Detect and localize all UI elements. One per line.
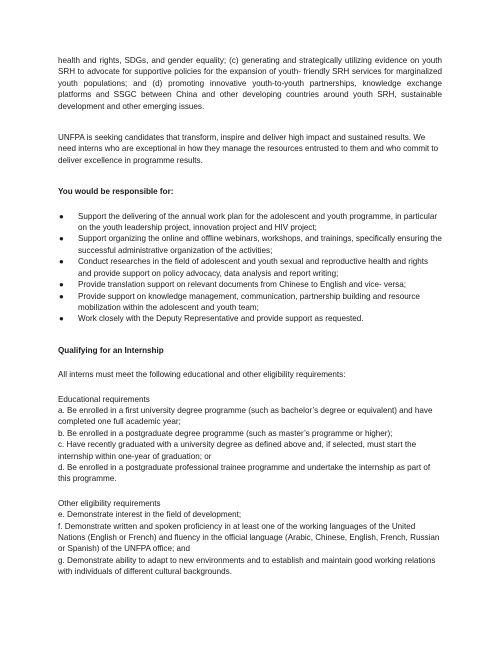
requirement-item: a. Be enrolled in a first university degree programme (such as bachelor’s degree or equivalent) and have completed one full academic year; [58,405,433,427]
requirement-item: c. Have recently graduated with a university degree as defined above and, if selected, must start the internship within one-year of graduation; or [58,440,417,461]
educational-requirements-title: Educational requirements [58,394,150,404]
requirement-item: d. Be enrolled in a postgraduate professional trainee programme and undertake the internship as part of this programme. [58,462,431,484]
responsibilities-list [58,211,442,325]
list-item [58,233,442,256]
list-item [58,291,442,314]
list-item [58,313,442,324]
list-item-text: Provide translation support on relevant documents from Chinese to English and vice- versa; [78,280,406,290]
responsibilities-heading: You would be responsible for: [58,187,174,197]
list-item-text: Support the delivering of the annual work plan for the adolescent and youth programme, in particular on the youth leadership project, innovation project and HIV project; [78,211,438,233]
requirement-item: b. Be enrolled in a postgraduate degree programme (such as master’s programme or higher); [58,428,393,438]
bullet-icon: ● [59,257,64,267]
qualifying-intro: All interns must meet the following educational and other eligibility requirements: [58,370,346,380]
qualifying-heading: Qualifying for an Internship [58,345,164,355]
other-requirements-title: Other eligibility requirements [58,498,161,508]
requirement-item: e. Demonstrate interest in the field of development; [58,510,242,520]
seeking-paragraph: UNFPA is seeking candidates that transform, inspire and deliver high impact and sustained results. We need interns who are exceptional in how they manage the resources entrusted to them and who commit to deliver excellence in programme results. [58,133,439,165]
bullet-icon: ● [59,234,64,244]
list-item [58,256,442,279]
bullet-icon: ● [59,280,64,290]
requirement-item: f. Demonstrate written and spoken proficiency in at least one of the working languages of the United Nations (English or French) and fluency in the official language (Arabic, Chinese, English, French, Russian or Spanish) of the UNFPA office; and [58,521,440,554]
list-item [58,279,442,290]
list-item [58,211,442,234]
bullet-icon: ● [59,291,64,301]
list-item-text: Work closely with the Deputy Representative and provide support as requested. [78,314,364,324]
intro-paragraph: health and rights, SDGs, and gender equality; (c) generating and strategically utilizing evidence on youth SRH to advocate for supportive policies for the expansion of youth- friendly SRH services for marginalized youth populations; and (d) promoting innovative youth-to-youth partnerships, knowledge exchange platforms and SSGC between China and other developing countries around youth SRH, sustainable development and other emerging issues. [58,56,442,111]
list-item-text: Support organizing the online and offline webinars, workshops, and trainings, specifically ensuring the successful administrative organization of the activities; [78,234,442,255]
list-item-text: Provide support on knowledge management, communication, partnership building and resource mobilization within the adolescent and youth team; [78,291,420,312]
requirement-item: g. Demonstrate ability to adapt to new environments and to establish and maintain good working relations with individuals of different cultural backgrounds. [58,555,436,577]
list-item-text: Conduct researches in the field of adolescent and youth sexual and reproductive health and rights and provide support on policy advocacy, data analysis and report writing; [78,257,429,278]
bullet-icon: ● [59,314,64,324]
bullet-icon: ● [59,211,64,221]
